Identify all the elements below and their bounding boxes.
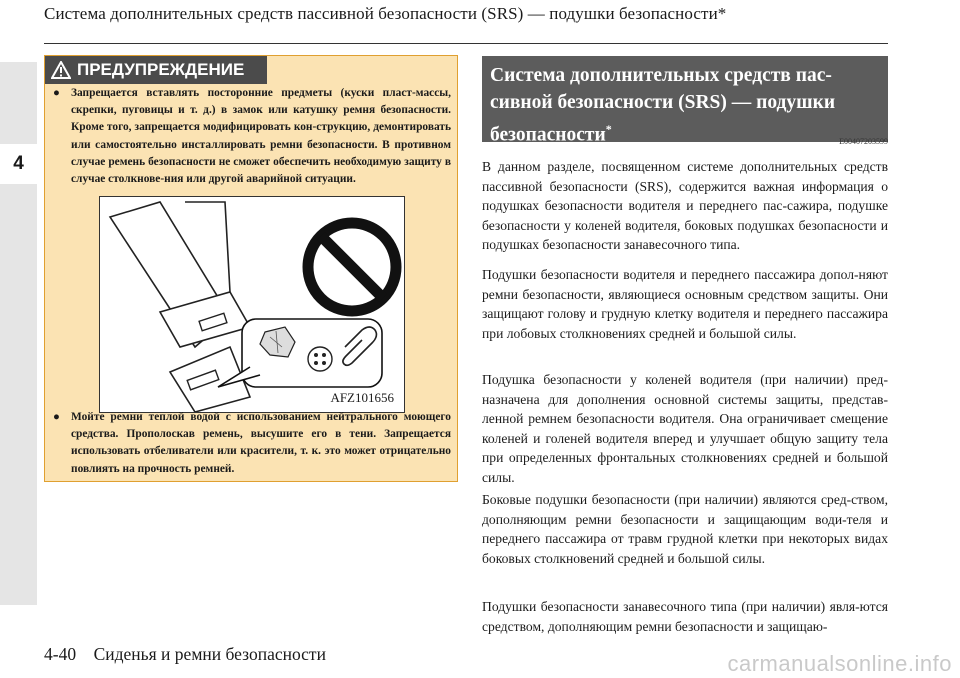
paragraph-2: Подушки безопасности водителя и переднего пассажира допол-няют ремни безопасности, являющиеся основным средством защиты. Они защищают голову и грудную клетку водителя и переднего пассажира при лобовых столкновениях средней и большой силы. — [482, 267, 888, 341]
bullet-dot-icon: ● — [53, 87, 60, 99]
warning-title: ПРЕДУПРЕЖДЕНИЕ — [77, 60, 245, 79]
section-doc-code: E00407203599 — [839, 137, 888, 146]
page-number: 4-40 — [44, 644, 77, 664]
section-title-mark: * — [605, 122, 612, 136]
warning-triangle-icon — [51, 61, 71, 79]
bullet-dot-icon: ● — [53, 411, 60, 423]
footer — [44, 644, 326, 665]
figure-label: AFZ101656 — [330, 390, 394, 405]
paragraph-3: Подушка безопасности у коленей водителя (при наличии) пред-назначена для дополнения основной системы защиты, представ-ленной ремнем безопасности водителя. Она ограничивает смещение коленей и голеней водителя вперед и улучшает общую защиту тела при определенных фронтальных столкновениях средней и большой силы. — [482, 372, 888, 485]
paragraph-4: Боковые подушки безопасности (при наличии) являются сред-ством, дополняющим ремни безопасности и защищающим води-теля и переднего пассажира от травм грудной клетки при некоторых видах боковых столкновений средней и большой силы. — [482, 492, 888, 566]
warning-item-text: Мойте ремни теплой водой с использованием нейтрального моющего средства. Прополоскав ремень, высушите его в тени. Запрещается использовать отбеливатели или красители, т. к. это может отрицательно повлиять на прочность ремней. — [71, 411, 451, 475]
paragraph-1: В данном разделе, посвященном системе дополнительных средств пассивной безопасности (SRS), содержится важная информация о подушках безопасности водителя и переднего пас-сажира, подушке безопасности у коленей водителя, боковых подушках безопасности и подушках безопасности занавесочного типа. — [482, 159, 888, 252]
seatbelt-illustration — [100, 197, 404, 412]
warning-item-2 — [53, 409, 451, 478]
seatbelt-figure — [99, 196, 405, 413]
section-title: Система дополнительных средств пас-сивной безопасности (SRS) — подушки безопасности — [490, 65, 836, 146]
warning-item-1 — [53, 85, 451, 188]
warning-box — [44, 55, 458, 482]
chapter-title: Сиденья и ремни безопасности — [93, 644, 326, 664]
warning-item-text: Запрещается вставлять посторонние предметы (куски пласт-массы, скрепки, пуговицы и т. д.) в замок или катушку ремня безопасности. Кроме того, запрещается модифицировать кон-струкцию, демонтировать или самостоятельно инсталлировать ремни безопасности. В противном случае ремень безопасности не сможет обеспечить необходимую защиту в случае столкнове-ния или другой аварийной ситуации. — [71, 87, 451, 186]
chapter-tab: 4 — [0, 144, 37, 184]
header-rule — [44, 43, 888, 44]
section-title-box — [482, 56, 888, 146]
warning-header — [45, 56, 267, 84]
page-header-title: Система дополнительных средств пассивной безопасности (SRS) — подушки безопасности* — [44, 4, 727, 23]
paragraph-5: Подушки безопасности занавесочного типа (при наличии) явля-ются средством, дополняющим ремни безопасности и защищаю- — [482, 599, 888, 634]
watermark-text: carmanualsonline.info — [727, 651, 952, 676]
